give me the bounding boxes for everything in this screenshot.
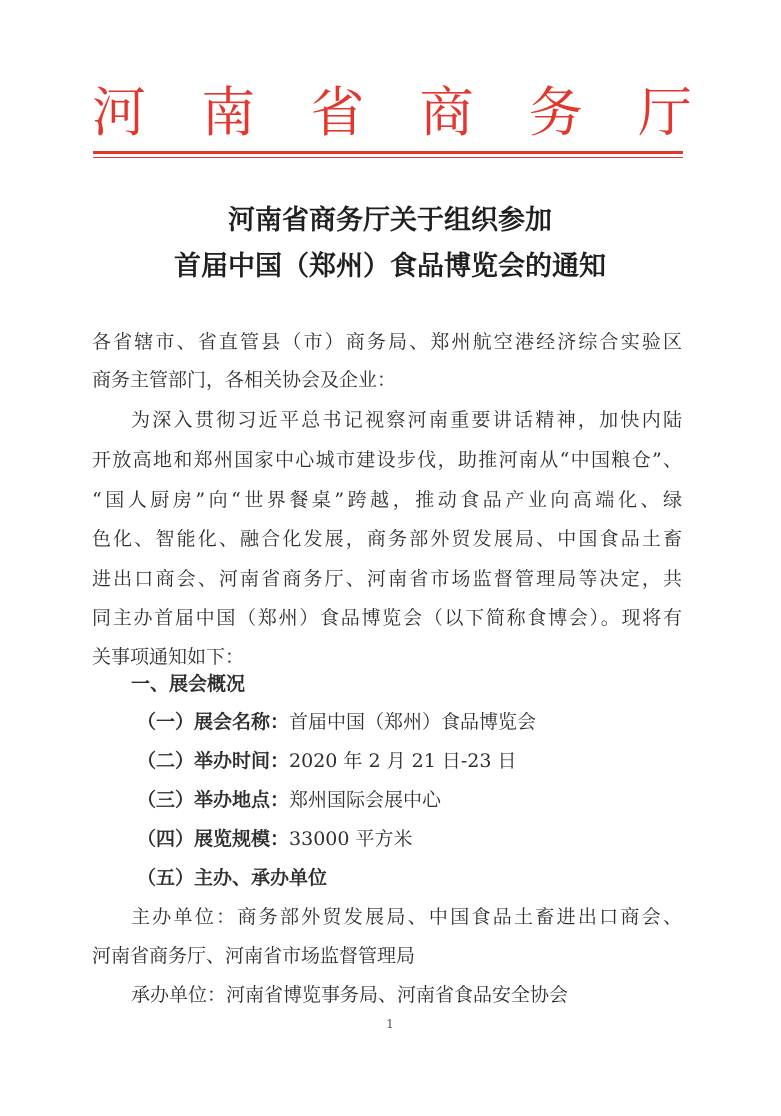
intro-line: 进出口商会、河南省商务厅、河南省市场监督管理局等决定，共 — [92, 568, 682, 590]
organizers-line-2: 河南省商务厅、河南省市场监督管理局 — [92, 945, 416, 967]
overview-item-value: 33000 平方米 — [289, 828, 413, 850]
section-heading: 一、展会概况 — [131, 673, 246, 695]
letterhead — [92, 80, 692, 146]
addressee-line-2: 商务主管部门，各相关协会及企业： — [92, 369, 397, 391]
subsection-heading: （五）主办、承办单位 — [137, 867, 328, 889]
intro-line: “国人厨房”向“世界餐桌”跨越，推动食品产业向高端化、绿 — [92, 489, 682, 511]
overview-item-value: 2020 年 2 月 21 日-23 日 — [289, 750, 517, 772]
overview-item-value: 首届中国（郑州）食品博览会 — [289, 711, 537, 733]
letterhead-char: 务 — [528, 81, 583, 144]
overview-item — [137, 709, 536, 735]
overview-item-value: 郑州国际会展中心 — [289, 789, 442, 811]
intro-line: 关事项通知如下： — [92, 646, 245, 668]
letterhead-char: 河 — [92, 81, 146, 144]
letterhead-char: 南 — [201, 81, 256, 144]
overview-item-label: （四）展览规模： — [137, 828, 290, 850]
overview-item — [137, 748, 516, 774]
addressee-line-1: 各省辖市、省直管县（市）商务局、郑州航空港经济综合实验区 — [92, 331, 682, 353]
document-title-line-2: 首届中国（郑州）食品博览会的通知 — [174, 251, 606, 282]
letterhead-char: 省 — [310, 81, 365, 144]
overview-item — [137, 826, 413, 852]
intro-line: 为深入贯彻习近平总书记视察河南重要讲话精神，加快内陆 — [131, 409, 682, 431]
intro-line: 色化、智能化、融合化发展，商务部外贸发展局、中国食品土畜 — [92, 528, 682, 550]
undertakers-line: 承办单位：河南省博览事务局、河南省食品安全协会 — [131, 984, 569, 1006]
letterhead-char: 商 — [419, 81, 474, 144]
intro-line: 开放高地和郑州国家中心城市建设步伐，助推河南从“中国粮仓”、 — [92, 449, 682, 471]
overview-item-label: （一）展会名称： — [137, 711, 290, 733]
organizers-line-1: 主办单位：商务部外贸发展局、中国食品土畜进出口商会、 — [131, 906, 682, 928]
overview-item-label: （二）举办时间： — [137, 750, 290, 772]
overview-item-label: （三）举办地点： — [137, 789, 290, 811]
intro-line: 同主办首届中国（郑州）食品博览会（以下简称食博会）。现将有 — [92, 607, 682, 629]
document-title-line-1: 河南省商务厅关于组织参加 — [228, 205, 552, 236]
overview-item — [137, 787, 441, 813]
page-number: 1 — [386, 1017, 394, 1031]
letterhead-rule-thin — [93, 157, 683, 158]
letterhead-char: 厅 — [637, 81, 692, 144]
letterhead-rule-thick — [93, 151, 683, 154]
